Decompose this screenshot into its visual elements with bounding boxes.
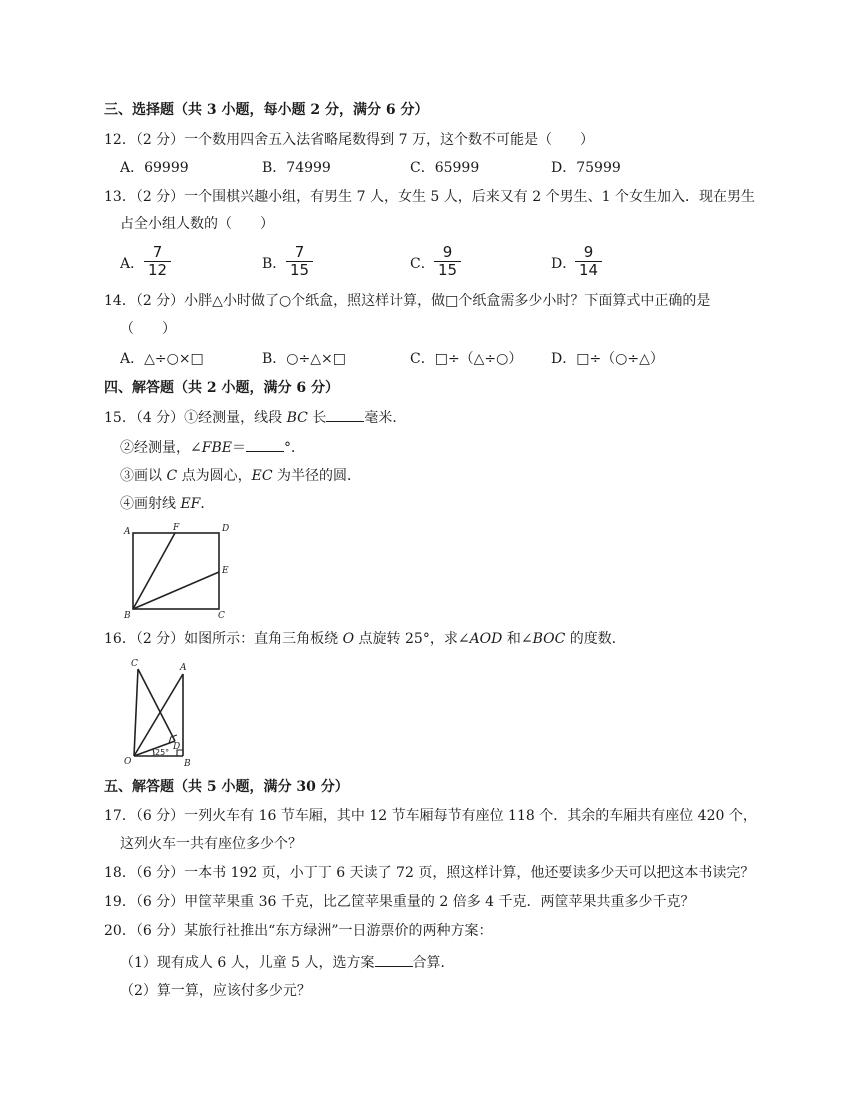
q15-line1-text-b: 长	[307, 410, 327, 426]
label-e: E	[222, 566, 229, 576]
q15-line4-text-a: ④画射线	[120, 496, 181, 512]
q16-var-boc: BOC	[532, 631, 566, 647]
label-a: A	[124, 527, 131, 537]
label-c: C	[131, 659, 138, 669]
q12-option-c: C．65999	[410, 160, 480, 176]
q20-line1: 20．（6 分）某旅行社推出“东方绿洲”一日游票价的两种方案：	[104, 923, 493, 939]
q13-stem-line2: 占全小组人数的（ ）	[120, 216, 274, 232]
q13-option-b-fraction	[286, 244, 313, 279]
q15-line3-var-2: EC	[251, 468, 273, 484]
q17-line1: 17．（6 分）一列火车有 16 节车厢，其中 12 节车厢每节有座位 118 个．其余的车厢共有座位 420 个，	[104, 808, 757, 824]
q13-option-d-letter: D．	[551, 256, 577, 272]
q15-line1-text-a: 15．（4 分）①经测量，线段	[104, 410, 287, 426]
q15-line1-text-c: 毫米．	[364, 410, 407, 426]
section-5-title: 五、解答题（共 5 小题，满分 30 分）	[104, 779, 349, 795]
section-4-title: 四、解答题（共 2 小题，满分 6 分）	[104, 380, 339, 396]
q15-line3-text-a: ③画以	[120, 468, 167, 484]
q15-answer-blank-2	[246, 438, 284, 452]
q13-option-c-denominator: 15	[438, 261, 458, 279]
q15-line2-var: FBE	[201, 440, 232, 456]
q15-line1	[104, 408, 406, 427]
q15-line1-var: BC	[286, 410, 308, 426]
q13-stem-line1: 13．（2 分）一个围棋兴趣小组，有男生 7 人，女生 5 人，后来又有 2 个男生、1 个女生加入．现在男生	[104, 189, 755, 205]
q12-option-a: A．69999	[120, 160, 189, 176]
q13-option-a-numerator: 7	[152, 243, 163, 261]
q13-option-a-fraction	[144, 244, 171, 279]
q16-text-a: 16．（2 分）如图所示：直角三角板绕	[104, 631, 343, 647]
q20-line3: （2）算一算，应该付多少元？	[120, 983, 311, 999]
label-a: A	[180, 663, 187, 673]
label-b: B	[124, 611, 131, 620]
q15-geometry-figure	[118, 522, 240, 620]
q13-option-b-numerator: 7	[294, 243, 305, 261]
segment-cd	[138, 669, 175, 741]
angle-label: 25°	[155, 748, 170, 757]
q13-option-a-letter: A．	[120, 256, 145, 272]
angle-arc	[153, 749, 154, 756]
label-c: C	[218, 611, 225, 620]
q14-stem-line1: 14．（2 分）小胖△小时做了○个纸盒，照这样计算，做□个纸盒需多少小时？下面算式中正确的是	[104, 293, 711, 309]
q14-option-d: D．□÷（○÷△）	[551, 351, 664, 367]
q20-line2-text-b: 合算．	[412, 955, 455, 971]
q15-line2-text-a: ②经测量，∠	[120, 440, 202, 456]
q16-text-c: 和∠	[502, 631, 533, 647]
q15-line2-text-c: °．	[283, 440, 305, 456]
q14-option-b: B．○÷△×□	[262, 351, 346, 367]
q13-option-c-fraction	[434, 244, 461, 279]
section-3-title: 三、选择题（共 3 小题，每小题 2 分，满分 6 分）	[104, 102, 429, 118]
q13-option-a-denominator: 12	[148, 261, 168, 279]
q16-text-d: 的度数．	[565, 631, 626, 647]
label-d: D	[173, 742, 181, 752]
q18-line1: 18．（6 分）一本书 192 页，小丁丁 6 天读了 72 页，照这样计算，他还要读多少天可以把这本书读完？	[104, 865, 755, 881]
q20-answer-blank	[375, 953, 413, 967]
q13-option-c-letter: C．	[410, 256, 435, 272]
q13-option-c-numerator: 9	[442, 243, 453, 261]
q15-line4	[120, 495, 214, 513]
q12-stem: 12．（2 分）一个数用四舍五入法省略尾数得到 7 万，这个数不可能是（ ）	[104, 132, 594, 148]
q15-answer-blank-1	[326, 408, 364, 422]
q15-line4-text-b: ．	[200, 496, 215, 512]
q12-option-b: B．74999	[262, 160, 331, 176]
q15-line2	[120, 438, 305, 457]
segment-be	[133, 572, 219, 609]
q14-option-c: C．□÷（△÷○）	[410, 351, 523, 367]
q16-text-b: 点旋转 25°，求∠	[354, 631, 470, 647]
q19-line1: 19．（6 分）甲筐苹果重 36 千克，比乙筐苹果重量的 2 倍多 4 千克．两筐苹果共重多少千克？	[104, 894, 695, 910]
q20-line2-text-a: （1）现有成人 6 人，儿童 5 人，选方案	[120, 955, 375, 971]
label-d: D	[222, 524, 230, 534]
label-b: B	[184, 759, 191, 768]
q13-option-b-denominator: 15	[290, 261, 310, 279]
label-f: F	[173, 523, 180, 533]
label-o: O	[124, 757, 132, 767]
q13-option-d-denominator: 14	[579, 261, 599, 279]
q12-option-d: D．75999	[551, 160, 621, 176]
q16-var-o: O	[342, 631, 355, 647]
q16-stem	[104, 630, 626, 648]
q17-line2: 这列火车一共有座位多少个？	[120, 836, 302, 852]
q13-option-b-letter: B．	[262, 256, 287, 272]
segment-bf	[133, 533, 175, 609]
q14-stem-line2: （ ）	[120, 321, 176, 337]
segment-oc	[134, 669, 138, 756]
q13-option-d-numerator: 9	[583, 243, 594, 261]
q14-option-a: A．△÷○×□	[120, 351, 204, 367]
q16-var-aod: AOD	[469, 631, 503, 647]
q15-line3	[120, 467, 361, 485]
q15-line4-var: EF	[180, 496, 201, 512]
rectangle-abcd	[133, 533, 219, 609]
q15-line3-text-b: 点为圆心，	[177, 468, 252, 484]
q20-line2	[120, 953, 455, 972]
q15-line2-text-b: ＝	[231, 440, 246, 456]
q16-triangle-figure	[122, 656, 202, 768]
q15-line3-text-c: 为半径的圆．	[272, 468, 362, 484]
q13-option-d-fraction	[575, 244, 602, 279]
q15-line3-var-1: C	[166, 468, 178, 484]
